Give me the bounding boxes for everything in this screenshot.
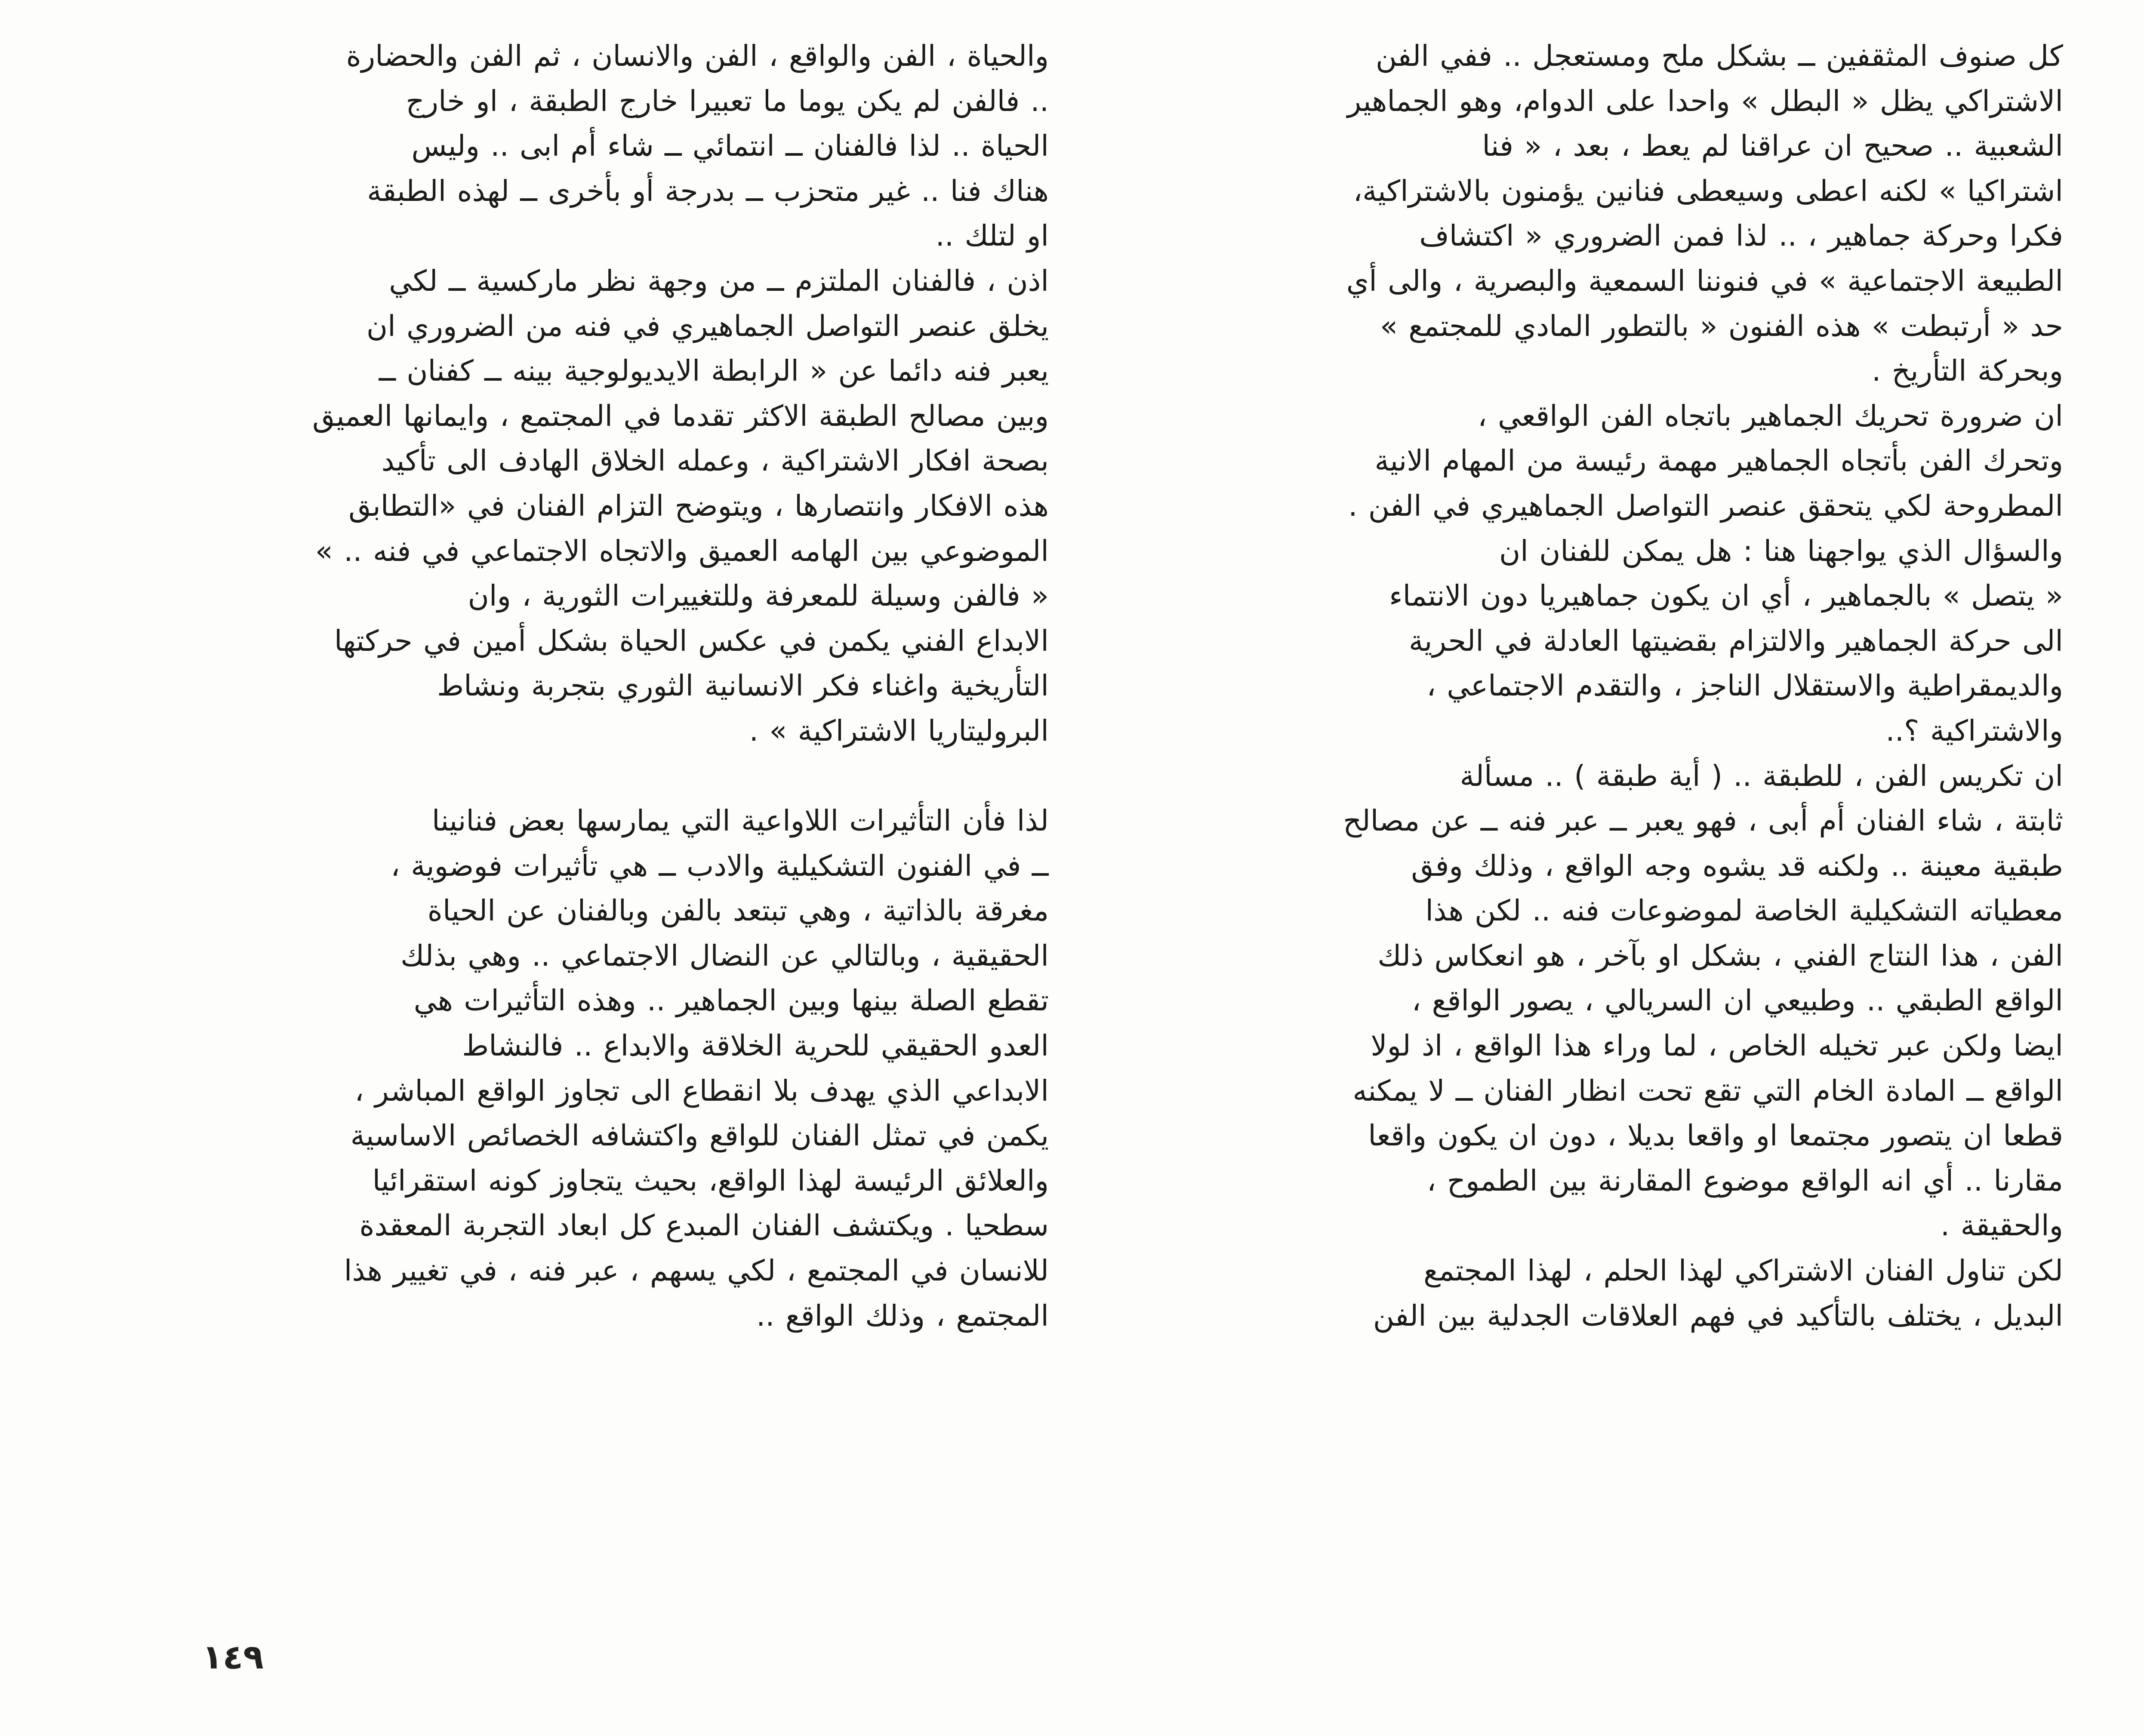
text-line: الى حركة الجماهير والالتزام بقضيتها العادلة في الحرية [1409,624,2063,658]
text-line: اذن ، فالفنان الملتزم ــ من وجهة نظر ماركسية ــ لكي [389,264,1049,298]
text-line: معطياته التشكيلية الخاصة لموضوعات فنه .. لكن هذا [1425,894,2063,928]
text-line: ان ضرورة تحريك الجماهير باتجاه الفن الواقعي ، [1478,399,2063,433]
text-line: او لتلك .. [935,219,1049,253]
text-line: الحياة .. لذا فالفنان ــ انتمائي ــ شاء أم ابى .. وليس [411,129,1049,163]
text-line: الواقع الطبقي .. وطبيعي ان السريالي ، يصور الواقع ، [1411,984,2063,1018]
text-line: كل صنوف المثقفين ــ بشكل ملح ومستعجل .. ففي الفن [1375,39,2063,73]
text-line: المطروحة لكي يتحقق عنصر التواصل الجماهيري في الفن . [1348,489,2063,523]
text-line: يكمن في تمثل الفنان للواقع واكتشافه الخصائص الاساسية [350,1119,1049,1153]
right-text-column [1117,34,2063,1338]
text-line: المجتمع ، وذلك الواقع .. [756,1299,1049,1333]
text-line: « يتصل » بالجماهير ، أي ان يكون جماهيريا دون الانتماء [1389,579,2063,613]
text-line: لذا فأن التأثيرات اللاواعية التي يمارسها بعض فنانينا [431,804,1049,838]
text-line: هناك فنا .. غير متحزب ــ بدرجة أو بأخرى ــ لهذه الطبقة [367,174,1049,208]
text-line: ثابتة ، شاء الفنان أم أبى ، فهو يعبر ــ عبر فنه ــ عن مصالح [1343,804,2063,838]
text-line: فكرا وحركة جماهير ، .. لذا فمن الضروري « اكتشاف [1419,219,2063,253]
text-line: الموضوعي بين الهامه العميق والاتجاه الاجتماعي في فنه .. » [315,534,1049,568]
text-line: الطبيعة الاجتماعية » في فنوننا السمعية والبصرية ، والى أي [1346,264,2063,298]
text-line: .. فالفن لم يكن يوما ما تعبيرا خارج الطبقة ، او خارج [406,84,1049,118]
text-line: العدو الحقيقي للحرية الخلاقة والابداع .. فالنشاط [462,1029,1049,1063]
text-line: وبحركة التأريخ . [1872,354,2063,388]
text-line: والسؤال الذي يواجهنا هنا : هل يمكن للفنان ان [1499,534,2063,568]
text-line: البديل ، يختلف بالتأكيد في فهم العلاقات الجدلية بين الفن [1373,1299,2063,1333]
text-line: مقارنا .. أي انه الواقع موضوع المقارنة بين الطموح ، [1426,1163,2063,1197]
text-line: للانسان في المجتمع ، لكي يسهم ، عبر فنه ، في تغيير هذا [344,1254,1049,1288]
text-line: والديمقراطية والاستقلال الناجز ، والتقدم الاجتماعي ، [1426,669,2063,703]
text-line: سطحيا . ويكتشف الفنان المبدع كل ابعاد التجربة المعقدة [359,1209,1049,1243]
text-line: الشعبية .. صحيح ان عراقنا لم يعط ، بعد ، « فنا [1482,129,2063,163]
text-line: الابداعي الذي يهدف بلا انقطاع الى تجاوز الواقع المباشر ، [354,1074,1049,1108]
text-line: تقطع الصلة بينها وبين الجماهير .. وهذه التأثيرات هي [413,984,1049,1018]
text-line: قطعا ان يتصور مجتمعا او واقعا بديلا ، دون ان يكون واقعا [1368,1119,2063,1153]
text-line: اشتراكيا » لكنه اعطى وسيعطى فنانين يؤمنون بالاشتراكية، [1353,174,2063,208]
text-line: وتحرك الفن بأتجاه الجماهير مهمة رئيسة من المهام الانية [1374,444,2063,478]
page-number: ١٤٩ [202,1638,264,1677]
text-line: ان تكريس الفن ، للطبقة .. ( أية طبقة ) .. مسألة [1460,759,2063,793]
text-line: « فالفن وسيلة للمعرفة وللتغييرات الثورية ، وان [468,579,1049,613]
text-line: الحقيقية ، وبالتالي عن النضال الاجتماعي .. وهي بذلك [400,939,1049,973]
text-line: التأريخية واغناء فكر الانسانية الثوري بتجربة ونشاط [437,669,1049,703]
text-line: الاشتراكي يظل « البطل » واحدا على الدوام، وهو الجماهير [1347,84,2063,118]
text-line: ايضا ولكن عبر تخيله الخاص ، لما وراء هذا الواقع ، اذ لولا [1371,1029,2063,1063]
text-line: مغرقة بالذاتية ، وهي تبتعد بالفن وبالفنان عن الحياة [427,894,1049,928]
text-line: البروليتاريا الاشتراكية » . [749,714,1049,748]
text-line: الابداع الفني يكمن في عكس الحياة بشكل أمين في حركتها [334,624,1049,658]
text-line: ــ في الفنون التشكيلية والادب ــ هي تأثيرات فوضوية ، [391,849,1049,883]
text-line: بصحة افكار الاشتراكية ، وعمله الخلاق الهادف الى تأكيد [381,444,1049,478]
text-line: الفن ، هذا النتاج الفني ، بشكل او بآخر ، هو انعكاس ذلك [1377,939,2063,973]
text-line: والحقيقة . [1940,1209,2063,1243]
paragraph-gap [102,754,1049,799]
text-line: والعلائق الرئيسة لهذا الواقع، بحيث يتجاوز كونه استقرائيا [372,1163,1049,1197]
text-line: لكن تناول الفنان الاشتراكي لهذا الحلم ، لهذا المجتمع [1423,1254,2063,1288]
text-line: يعبر فنه دائما عن « الرابطة الايديولوجية بينه ــ كفنان ــ [379,354,1049,388]
text-line: يخلق عنصر التواصل الجماهيري في فنه من الضروري ان [366,309,1049,343]
text-line: والحياة ، الفن والواقع ، الفن والانسان ، ثم الفن والحضارة [346,39,1049,73]
text-line: هذه الافكار وانتصارها ، ويتوضح التزام الفنان في «التطابق [348,489,1049,523]
text-line: وبين مصالح الطبقة الاكثر تقدما في المجتمع ، وايمانها العميق [312,399,1049,433]
text-line: الواقع ــ المادة الخام التي تقع تحت انظار الفنان ــ لا يمكنه [1352,1074,2063,1108]
text-line: طبقية معينة .. ولكنه قد يشوه وجه الواقع ، وذلك وفق [1411,849,2063,883]
text-line: والاشتراكية ؟.. [1885,714,2063,748]
text-line: حد « أرتبطت » هذه الفنون « بالتطور المادي للمجتمع » [1380,309,2063,343]
left-text-column [102,34,1049,1338]
